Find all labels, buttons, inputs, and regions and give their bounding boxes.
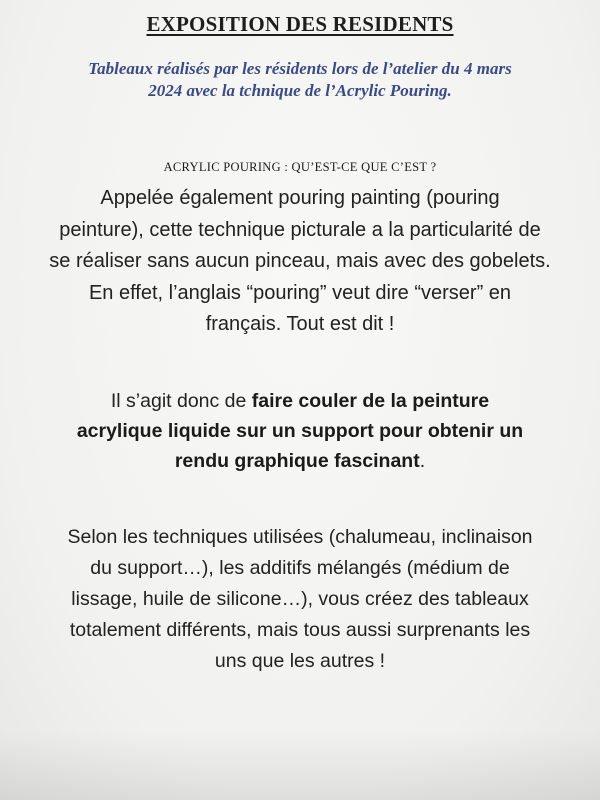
subtitle-line-2: 2024 avec la tchnique de l’Acrylic Pouring. (148, 81, 452, 100)
paragraph-line: totalement différents, mais tous aussi surprenants les (69, 619, 531, 641)
paragraph-line: Selon les techniques utilisées (chalumeau, inclinaison (67, 526, 533, 548)
paragraph-line: français. Tout est dit ! (205, 313, 395, 335)
subtitle (40, 58, 560, 102)
paragraph-line (0, 386, 600, 416)
paragraph-line: En effet, l’anglais “pouring” veut dire “verser” en (88, 281, 512, 304)
section-heading: ACRYLIC POURING : QU’EST-CE QUE C’EST ? (163, 160, 437, 174)
subtitle-line-1: Tableaux réalisés par les résidents lors de l’atelier du 4 mars (88, 59, 512, 78)
paragraph-line: lissage, huile de silicone…), vous créez des tableaux (71, 588, 529, 610)
paragraph-line: uns que les autres ! (214, 650, 386, 672)
paragraph-line: peinture), cette technique picturale a la particularité de (59, 218, 541, 241)
paragraph-line: Appelée également pouring painting (pouring (100, 187, 500, 209)
emphasis-text: rendu graphique fascinant (174, 450, 420, 472)
paragraph-line (0, 446, 600, 476)
paragraph-definition (0, 183, 600, 341)
paragraph-line: se réaliser sans aucun pinceau, mais avec des gobelets. (49, 250, 551, 272)
emphasis-text: acrylique liquide sur un support pour obtenir un (76, 420, 524, 442)
paragraph-line (0, 416, 600, 446)
plain-text: Il s’agit donc de (110, 390, 252, 412)
emphasis-text: faire couler de la peinture (251, 390, 490, 412)
paragraph-summary (0, 386, 600, 476)
title-text: EXPOSITION DES RESIDENTS (146, 12, 454, 36)
plain-text: . (419, 450, 426, 472)
page-title (0, 12, 600, 37)
paragraph-line: du support…), les additifs mélangés (médium de (90, 557, 510, 579)
paragraph-techniques (0, 522, 600, 677)
